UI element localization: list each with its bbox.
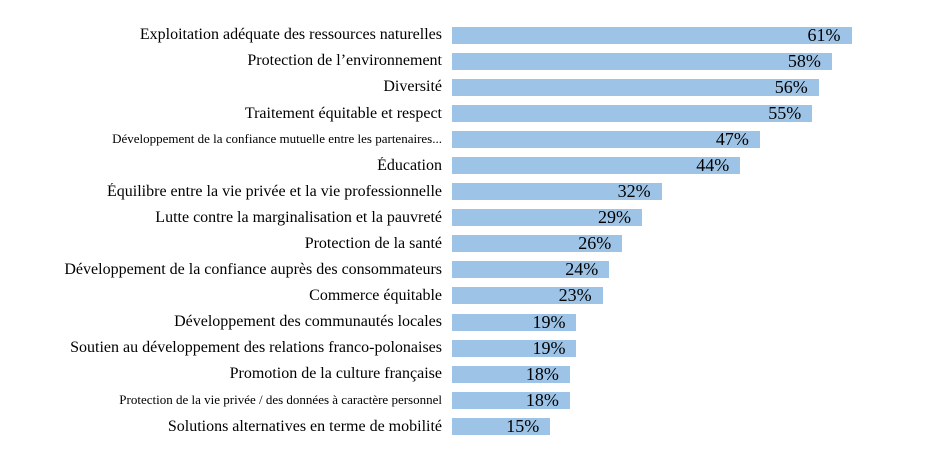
value-label: 24%: [565, 259, 599, 280]
bar-track: [452, 363, 932, 384]
value-label: 19%: [532, 337, 566, 358]
chart-row: [0, 231, 932, 257]
bar: [452, 235, 622, 252]
chart-row: [0, 205, 932, 231]
chart-row: [0, 48, 932, 74]
category-label: Solutions alternatives en terme de mobilité: [167, 417, 442, 435]
bar-track: [452, 415, 932, 436]
value-label: 26%: [578, 233, 612, 254]
bar-track: [452, 337, 932, 358]
bar: [452, 261, 609, 278]
value-label: 18%: [525, 363, 559, 384]
bar-track: [452, 287, 932, 304]
bar: [452, 415, 550, 436]
bar-track: [452, 24, 932, 45]
chart-row: [0, 126, 932, 152]
bar: [452, 311, 576, 332]
category-label: Diversité: [383, 78, 442, 96]
category-label: Développement de la confiance auprès des consommateurs: [64, 261, 442, 279]
value-label: 47%: [715, 128, 749, 149]
chart-row: [0, 335, 932, 361]
value-label: 55%: [768, 102, 802, 123]
bar-track: [452, 128, 932, 149]
value-label: 23%: [558, 285, 592, 306]
category-label: Équilibre entre la vie privée et la vie professionnelle: [107, 182, 442, 200]
value-label: 32%: [617, 181, 651, 202]
bar: [452, 128, 760, 149]
bar: [452, 183, 662, 200]
category-label: Lutte contre la marginalisation et la pauvreté: [155, 208, 442, 226]
chart-row: [0, 283, 932, 309]
bar: [452, 209, 642, 226]
bar: [452, 76, 819, 97]
category-label: Protection de la santé: [304, 235, 442, 252]
bar-track: [452, 183, 932, 200]
value-label: 18%: [525, 389, 559, 410]
bar: [452, 50, 832, 71]
bar: [452, 157, 740, 174]
value-label: 58%: [787, 50, 821, 71]
bar: [452, 102, 812, 123]
bar-track: [452, 76, 932, 97]
chart-row: [0, 309, 932, 335]
value-label: 61%: [807, 24, 841, 45]
bar: [452, 389, 570, 410]
chart-row: [0, 179, 932, 205]
value-label: 15%: [506, 415, 540, 436]
category-label: Exploitation adéquate des ressources naturelles: [139, 26, 442, 44]
chart-row: [0, 361, 932, 387]
bar: [452, 287, 603, 304]
chart-row: [0, 387, 932, 413]
category-label: Éducation: [377, 156, 442, 174]
bar-track: [452, 157, 932, 174]
value-label: 56%: [774, 76, 808, 97]
bar-track: [452, 50, 932, 71]
category-label: Traitement équitable et respect: [244, 104, 442, 122]
chart-row: [0, 100, 932, 126]
chart-row: [0, 257, 932, 283]
category-label: Développement des communautés locales: [174, 313, 442, 331]
chart-row: [0, 152, 932, 178]
category-label: Protection de la vie privée / des données à caractère personnel: [119, 393, 442, 408]
bar-track: [452, 102, 932, 123]
bar: [452, 363, 570, 384]
chart-row: [0, 413, 932, 439]
bar: [452, 24, 852, 45]
bar-track: [452, 389, 932, 410]
value-label: 29%: [597, 207, 631, 228]
category-label: Protection de l’environnement: [247, 52, 442, 70]
bar-track: [452, 235, 932, 252]
value-label: 44%: [696, 155, 730, 176]
chart-row: [0, 74, 932, 100]
bar: [452, 337, 576, 358]
category-label: Promotion de la culture française: [229, 365, 442, 383]
bar-track: [452, 209, 932, 226]
category-label: Commerce équitable: [309, 287, 442, 305]
category-label: Développement de la confiance mutuelle entre les partenaires...: [112, 132, 442, 147]
category-label: Soutien au développement des relations franco-polonaises: [70, 339, 442, 357]
bar-track: [452, 311, 932, 332]
bar-track: [452, 261, 932, 278]
chart-row: [0, 22, 932, 48]
value-label: 19%: [532, 311, 566, 332]
